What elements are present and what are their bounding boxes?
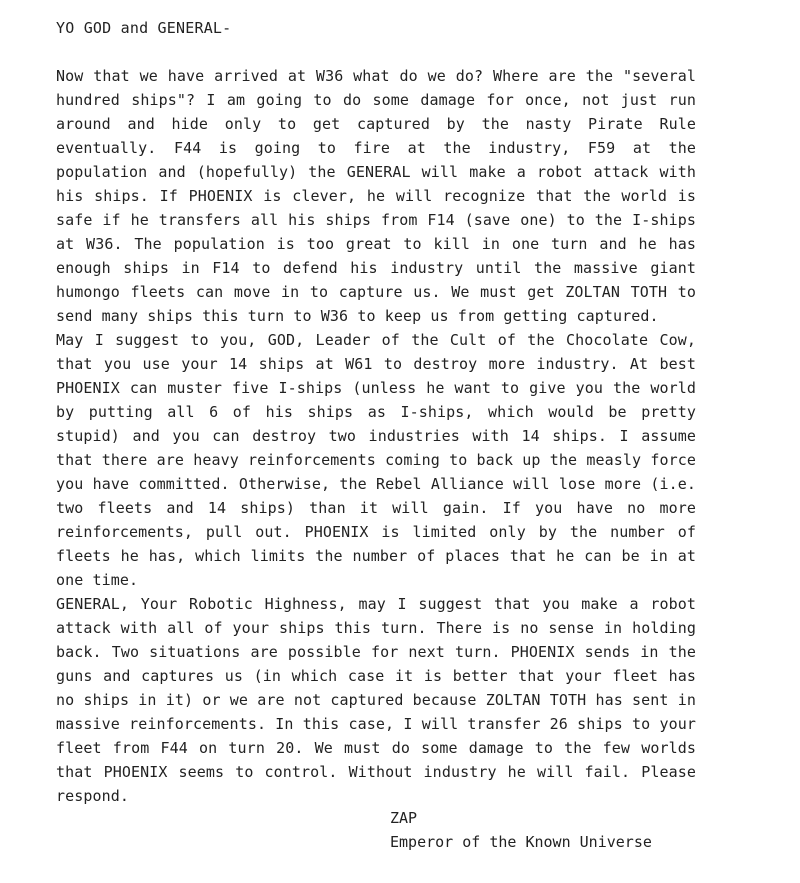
- signature-name: ZAP: [390, 809, 418, 827]
- signature-block: [390, 806, 652, 854]
- paragraph-to-god: May I suggest to you, GOD, Leader of the Cult of the Chocolate Cow, that you use your 14 ships at W61 to destroy more industry. At best PHOENIX can muster five I-ships (unless he want to give you the world by putting all 6 of his ships as I-ships, which would be pretty stupid) and you can destroy two industries with 14 ships. I assume that there are heavy reinforcements coming to back up the measly force you have committed. Otherwise, the Rebel Alliance will lose more (i.e. two fleets and 14 ships) than it will gain. If you have no more reinforcements, pull out. PHOENIX is limited only by the number of fleets he has, which limits the number of places that he can be in at one time.: [56, 331, 696, 589]
- letter-body: [56, 16, 696, 808]
- paragraph-arrival: Now that we have arrived at W36 what do we do? Where are the "several hundred ships"? I am going to do some damage for once, not just run around and hide only to get captured by the nasty Pirate Rule eventually. F44 is going to fire at the industry, F59 at the population and (hopefully) the GENERAL will make a robot attack with his ships. If PHOENIX is clever, he will recognize that the world is safe if he transfers all his ships from F14 (save one) to the I-ships at W36. The population is too great to kill in one turn and he has enough ships in F14 to defend his industry until the massive giant humongo fleets can move in to capture us. We must get ZOLTAN TOTH to send many ships this turn to W36 to keep us from getting captured.: [56, 67, 696, 325]
- signature-title: Emperor of the Known Universe: [390, 833, 652, 851]
- salutation: YO GOD and GENERAL-: [56, 19, 232, 37]
- paragraph-to-general: GENERAL, Your Robotic Highness, may I suggest that you make a robot attack with all of your ships this turn. There is no sense in holding back. Two situations are possible for next turn. PHOENIX sends in the guns and captures us (in which case it is better that your fleet has no ships in it) or we are not captured because ZOLTAN TOTH has sent in massive reinforcements. In this case, I will transfer 26 ships to your fleet from F44 on turn 20. We must do some damage to the few worlds that PHOENIX seems to control. Without industry he will fail. Please respond.: [56, 595, 696, 805]
